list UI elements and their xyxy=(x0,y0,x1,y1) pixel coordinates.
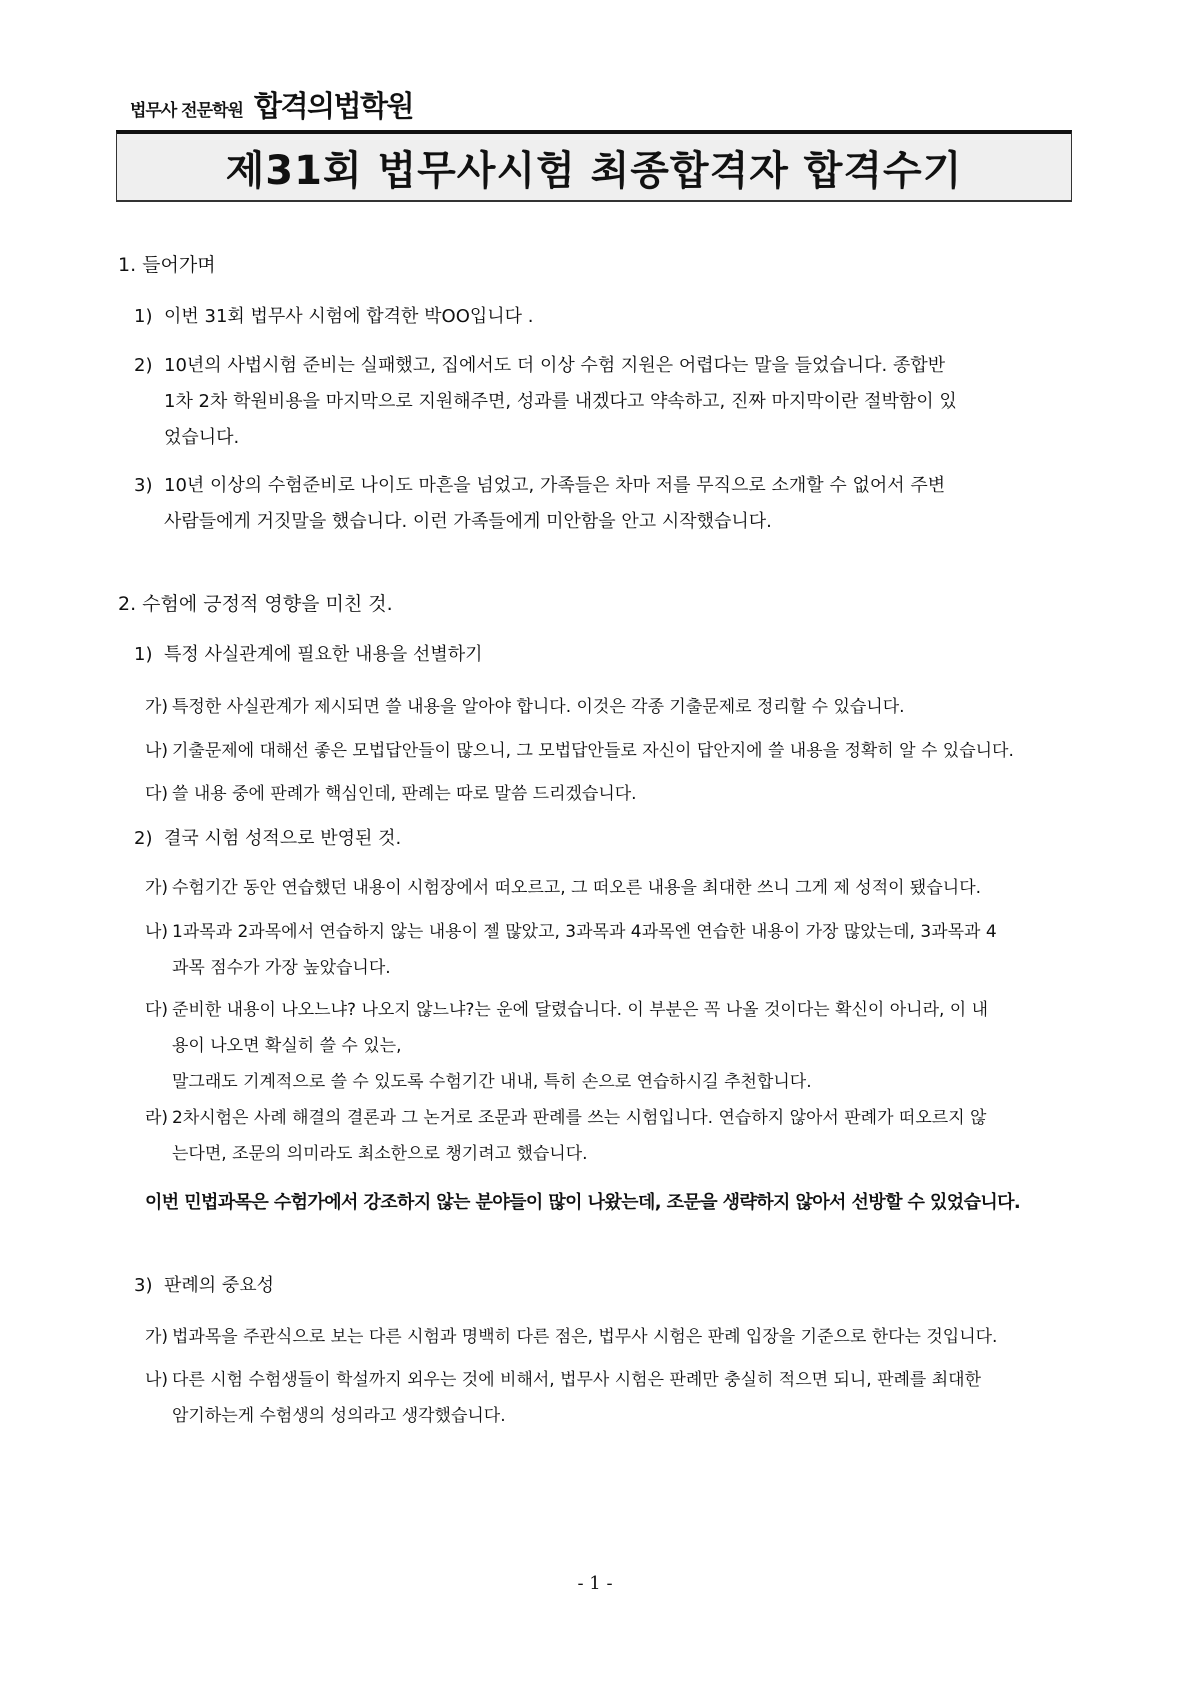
subsection-heading-2-1 xyxy=(134,637,482,673)
item-number: 2) xyxy=(134,355,153,376)
sub-item-tag: 나) xyxy=(145,1370,169,1390)
sub-item-text: 수험기간 동안 연습했던 내용이 시험장에서 떠오르고, 그 떠오른 내용을 최대한 쓰니 그게 제 성적이 됐습니다. xyxy=(172,878,982,898)
subsection-title: 결국 시험 성적으로 반영된 것. xyxy=(164,828,402,849)
subsection-title: 특정 사실관계에 필요한 내용을 선별하기 xyxy=(164,644,483,665)
list-item-1-1 xyxy=(134,299,1080,335)
sub-item-text-line: 말그래도 기계적으로 쓸 수 있도록 수험기간 내내, 특히 손으로 연습하시길 추천합니다. xyxy=(172,1072,812,1092)
sub-item-text-line: 용이 나오면 확실히 쓸 수 있는, xyxy=(172,1036,402,1056)
sub-item-tag: 다) xyxy=(145,1000,169,1020)
sub-item-tag: 나) xyxy=(145,741,169,761)
sub-item-tag: 나) xyxy=(145,922,169,942)
section-heading-2: 2. 수험에 긍정적 영향을 미친 것. xyxy=(118,593,393,615)
sub-item-2-1-c xyxy=(145,776,637,812)
title-box xyxy=(116,130,1072,202)
sub-item-text: 쓸 내용 중에 판례가 핵심인데, 판례는 따로 말씀 드리겠습니다. xyxy=(172,784,637,804)
sub-item-tag: 가) xyxy=(145,697,169,717)
emphasis-note: 이번 민법과목은 수험가에서 강조하지 않는 분야들이 많이 나왔는데, 조문을 생략하지 않아서 선방할 수 있었습니다. xyxy=(145,1192,1021,1213)
sub-item-text: 법과목을 주관식으로 보는 다른 시험과 명백히 다른 점은, 법무사 시험은 판례 입장을 기준으로 한다는 것입니다. xyxy=(172,1327,998,1347)
sub-item-text: 기출문제에 대해선 좋은 모법답안들이 많으니, 그 모법답안들로 자신이 답안지에 쓸 내용을 정확히 알 수 있습니다. xyxy=(172,741,1014,761)
item-text-line: 1차 2차 학원비용을 마지막으로 지원해주면, 성과를 내겠다고 약속하고, 진짜 마지막이란 절박함이 있 xyxy=(164,391,957,412)
item-number: 2) xyxy=(134,828,153,849)
sub-item-tag: 다) xyxy=(145,784,169,804)
sub-item-text-line: 암기하는게 수험생의 성의라고 생각했습니다. xyxy=(172,1406,506,1426)
sub-item-text-line: 2차시험은 사례 해결의 결론과 그 논거로 조문과 판례를 쓰는 시험입니다. 연습하지 않아서 판례가 떠오르지 않 xyxy=(172,1108,987,1128)
sub-item-text-line: 준비한 내용이 나오느냐? 나오지 않느냐?는 운에 달렸습니다. 이 부분은 꼭 나올 것이다는 확신이 아니라, 이 내 xyxy=(172,1000,989,1020)
subsection-heading-2-2 xyxy=(134,821,401,857)
sub-item-text-line: 1과목과 2과목에서 연습하지 않는 내용이 젤 많았고, 3과목과 4과목엔 연습한 내용이 가장 많았는데, 3과목과 4 xyxy=(172,922,997,942)
item-text-line: 었습니다. xyxy=(164,427,240,448)
page-number: - 1 - xyxy=(577,1573,613,1594)
sub-item-2-2-a xyxy=(145,870,981,906)
brand-logo-text: 합격의법학원 xyxy=(253,89,414,123)
subsection-title: 판례의 중요성 xyxy=(164,1275,275,1296)
item-number: 1) xyxy=(134,644,153,665)
sub-item-tag: 라) xyxy=(145,1108,169,1128)
sub-item-2-2-d xyxy=(145,1100,1080,1172)
sub-item-2-1-b xyxy=(145,733,1014,769)
item-number: 3) xyxy=(134,475,153,496)
item-text-line: 사람들에게 거짓말을 했습니다. 이런 가족들에게 미안함을 안고 시작했습니다. xyxy=(164,511,772,532)
sub-item-text-line: 는다면, 조문의 의미라도 최소한으로 챙기려고 했습니다. xyxy=(172,1144,588,1164)
item-number: 1) xyxy=(134,306,153,327)
sub-item-tag: 가) xyxy=(145,1327,169,1347)
brand-subtitle: 법무사 전문학원 xyxy=(130,101,243,121)
sub-item-2-2-b xyxy=(145,914,1080,986)
sub-item-tag: 가) xyxy=(145,878,169,898)
list-item-1-3 xyxy=(134,468,1080,540)
subsection-heading-2-3 xyxy=(134,1268,274,1304)
brand-header xyxy=(130,84,413,125)
sub-item-text-line: 과목 점수가 가장 높았습니다. xyxy=(172,958,391,978)
item-number: 3) xyxy=(134,1275,153,1296)
sub-item-2-1-a xyxy=(145,689,905,725)
sub-item-2-3-b xyxy=(145,1362,1080,1434)
sub-item-text-line: 다른 시험 수험생들이 학설까지 외우는 것에 비해서, 법무사 시험은 판례만 충실히 적으면 되니, 판례를 최대한 xyxy=(172,1370,982,1390)
page-title: 제31회 법무사시험 최종합격자 합격수기 xyxy=(225,147,963,194)
list-item-1-2 xyxy=(134,348,1080,456)
sub-item-text: 특정한 사실관계가 제시되면 쓸 내용을 알아야 합니다. 이것은 각종 기출문제로 정리할 수 있습니다. xyxy=(172,697,905,717)
section-heading-1: 1. 들어가며 xyxy=(118,254,216,276)
sub-item-2-2-c xyxy=(145,992,1080,1100)
item-text: 이번 31회 법무사 시험에 합격한 박OO입니다 . xyxy=(164,306,534,327)
item-text-line: 10년 이상의 수험준비로 나이도 마흔을 넘었고, 가족들은 차마 저를 무직으로 소개할 수 없어서 주변 xyxy=(164,475,946,496)
item-text-line: 10년의 사법시험 준비는 실패했고, 집에서도 더 이상 수험 지원은 어렵다는 말을 들었습니다. 종합반 xyxy=(164,355,946,376)
sub-item-2-3-a xyxy=(145,1319,997,1355)
